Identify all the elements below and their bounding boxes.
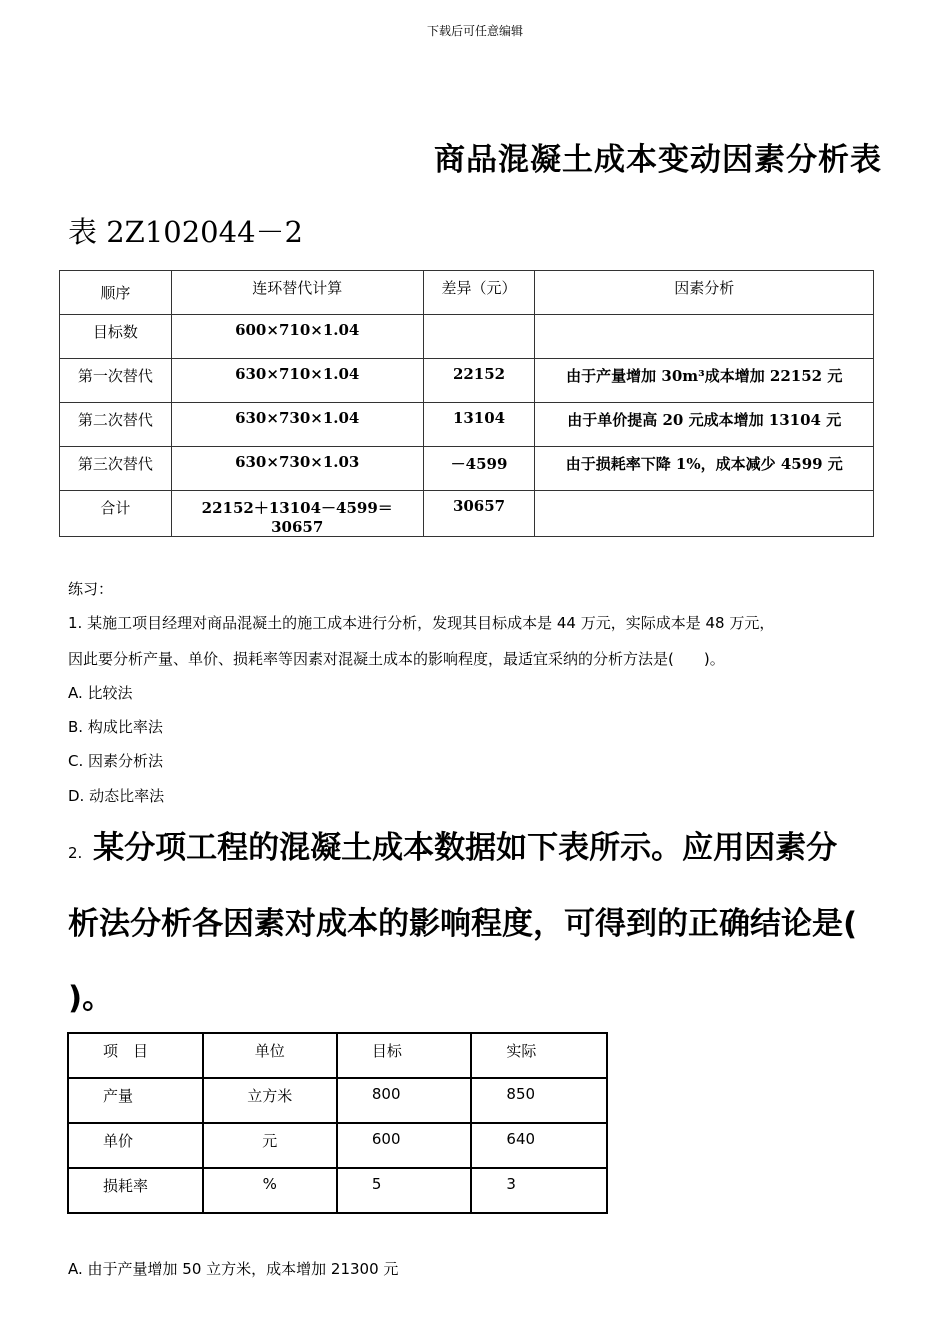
header-cell: 差异（元） (423, 271, 535, 315)
table-cell: 损耗率 (68, 1168, 203, 1213)
table-cell: 第一次替代 (60, 359, 172, 403)
table-code: 表 2Z102044－2 (68, 215, 303, 249)
question-2-line: 某分项工程的混凝土成本数据如下表所示。应用因素分 (93, 830, 838, 866)
question-1-option-a: A. 比较法 (68, 684, 133, 702)
question-1-option-d: D. 动态比率法 (68, 787, 165, 805)
table-cell: 合计 (60, 491, 172, 537)
table-row (60, 403, 874, 447)
table-row (68, 1168, 607, 1213)
table-cell (535, 315, 874, 359)
table-cell: 第二次替代 (60, 403, 172, 447)
table-cell: 由于损耗率下降 1%，成本减少 4599 元 (535, 447, 874, 491)
table-cell: 640 (471, 1123, 607, 1168)
factor-analysis-table (59, 270, 874, 537)
concrete-cost-data-table (67, 1032, 608, 1214)
table-row (60, 315, 874, 359)
page-title: 商品混凝土成本变动因素分析表 (434, 142, 882, 178)
header-cell: 项 目 (68, 1033, 203, 1078)
header-cell: 目标 (337, 1033, 472, 1078)
table-cell: 由于产量增加 30m³成本增加 22152 元 (535, 359, 874, 403)
table-cell: 22152＋13104－4599＝30657 (171, 491, 423, 537)
table-cell: 600×710×1.04 (171, 315, 423, 359)
question-2-text (68, 822, 837, 867)
table-cell: 600 (337, 1123, 472, 1168)
header-cell: 连环替代计算 (171, 271, 423, 315)
table-header-row (60, 271, 874, 315)
header-cell: 实际 (471, 1033, 607, 1078)
practice-label: 练习： (68, 580, 114, 598)
question-2-text: 析法分析各因素对成本的影响程度，可得到的正确结论是( (68, 906, 858, 942)
table-row (68, 1123, 607, 1168)
header-cell: 顺序 (60, 271, 172, 315)
table-cell: 630×730×1.04 (171, 403, 423, 447)
table-row (60, 447, 874, 491)
table-cell: 由于单价提高 20 元成本增加 13104 元 (535, 403, 874, 447)
table-cell: 立方米 (203, 1078, 337, 1123)
question-1-text: 1. 某施工项目经理对商品混凝土的施工成本进行分析，发现其目标成本是 44 万元，实际成本是 48 万元， (68, 614, 775, 632)
table-cell: 22152 (423, 359, 535, 403)
table-cell: 5 (337, 1168, 472, 1213)
table-row (60, 491, 874, 537)
table-cell: 850 (471, 1078, 607, 1123)
table-cell: －4599 (423, 447, 535, 491)
header-cell: 单位 (203, 1033, 337, 1078)
question-1-option-c: C. 因素分析法 (68, 752, 164, 770)
question-1-option-b: B. 构成比率法 (68, 718, 163, 736)
table-cell: 30657 (423, 491, 535, 537)
table-header-row (68, 1033, 607, 1078)
table-cell: 630×710×1.04 (171, 359, 423, 403)
question-2-option-a: A. 由于产量增加 50 立方米，成本增加 21300 元 (68, 1260, 399, 1278)
table-cell: 13104 (423, 403, 535, 447)
table-cell: % (203, 1168, 337, 1213)
question-2-number: 2. (68, 844, 83, 862)
table-cell: 产量 (68, 1078, 203, 1123)
table-cell: 800 (337, 1078, 472, 1123)
table-cell: 第三次替代 (60, 447, 172, 491)
table-cell: 元 (203, 1123, 337, 1168)
table-cell: 3 (471, 1168, 607, 1213)
table-row (68, 1078, 607, 1123)
question-2-text: )。 (68, 980, 114, 1016)
table-row (60, 359, 874, 403)
table-cell: 630×730×1.03 (171, 447, 423, 491)
table-cell: 目标数 (60, 315, 172, 359)
table-cell (423, 315, 535, 359)
header-cell: 因素分析 (535, 271, 874, 315)
question-1-text: 因此要分析产量、单价、损耗率等因素对混凝土成本的影响程度，最适宜采纳的分析方法是( )。 (68, 650, 725, 668)
table-cell: 单价 (68, 1123, 203, 1168)
header-note: 下载后可任意编辑 (426, 24, 523, 38)
table-cell (535, 491, 874, 537)
